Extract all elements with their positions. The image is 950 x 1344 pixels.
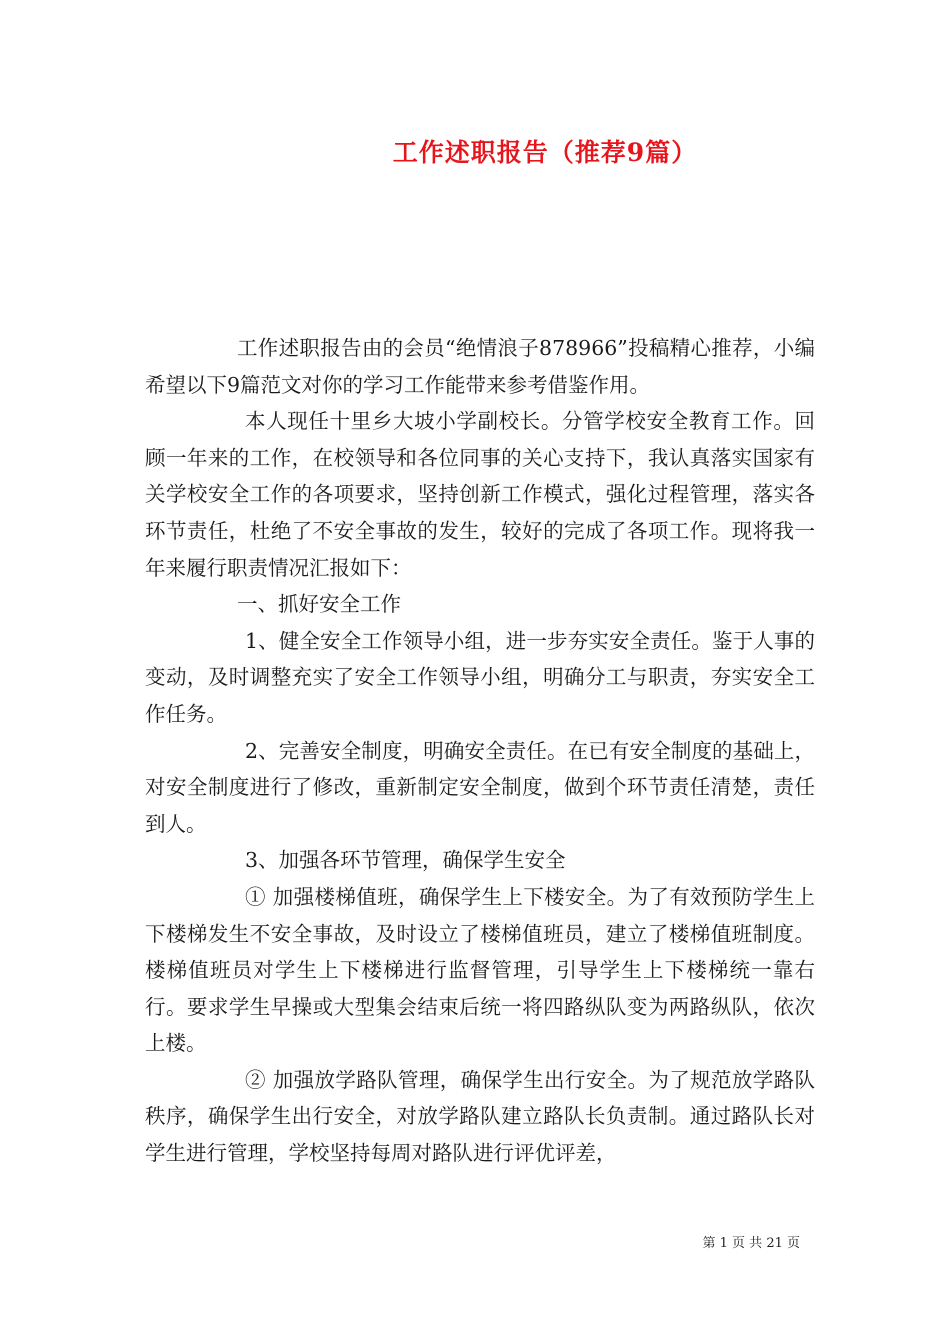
body-paragraph: 2、完善安全制度，明确安全责任。在已有安全制度的基础上，对安全制度进行了修改，重新制定安全制度，做到个环节责任清楚，责任到人。 <box>145 738 815 836</box>
document-title: 工作述职报告（推荐9篇） <box>392 138 698 167</box>
body-paragraph: 1、健全安全工作领导小组，进一步夯实安全责任。鉴于人事的变动，及时调整充实了安全工作领导小组，明确分工与职责，夯实安全工作任务。 <box>145 628 815 726</box>
body-paragraph: ① 加强楼梯值班，确保学生上下楼安全。为了有效预防学生上下楼梯发生不安全事故，及时设立了楼梯值班员，建立了楼梯值班制度。楼梯值班员对学生上下楼梯进行监督管理，引导学生上下楼梯统一靠右行。要求学生早操或大型集会结束后统一将四路纵队变为两路纵队，依次上楼。 <box>145 884 815 1056</box>
document-body <box>145 330 815 1172</box>
body-paragraph: ② 加强放学路队管理，确保学生出行安全。为了规范放学路队秩序，确保学生出行安全，对放学路队建立路队长负责制。通过路队长对学生进行管理，学校坚持每周对路队进行评优评差， <box>145 1067 815 1166</box>
intro-paragraph: 工作述职报告由的会员“绝情浪子878966”投稿精心推荐，小编希望以下9篇范文对你的学习工作能带来参考借鉴作用。 <box>145 336 815 397</box>
subsection-heading: 3、加强各环节管理，确保学生安全 <box>245 848 566 873</box>
page-number-footer: 第 1 页 共 21 页 <box>702 1236 800 1251</box>
section-heading: 一、抓好安全工作 <box>237 592 401 617</box>
body-paragraph: 本人现任十里乡大坡小学副校长。分管学校安全教育工作。回顾一年来的工作，在校领导和各位同事的关心支持下，我认真落实国家有关学校安全工作的各项要求，坚持创新工作模式，强化过程管理，落实各环节责任，杜绝了不安全事故的发生，较好的完成了各项工作。现将我一年来履行职责情况汇报如下： <box>145 409 815 580</box>
